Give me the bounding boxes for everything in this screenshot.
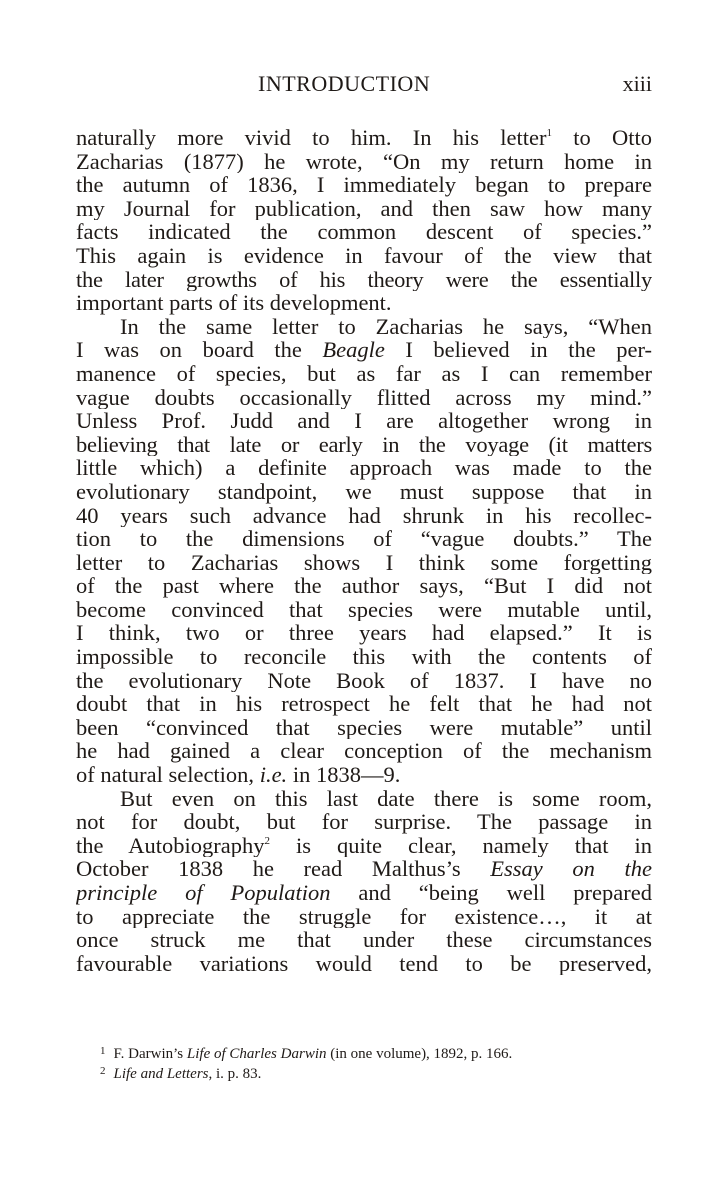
text-line: the later growths of his theory were the essentially [76,267,652,292]
footnotes [100,1041,660,1081]
chapter-title: INTRODUCTION [258,71,431,96]
text-line: of the past where the author says, “But I did not [76,574,652,598]
paragraph-start: But even on this last date there is some room, [120,786,652,811]
ship-name: Beagle [322,338,385,362]
text-line: naturally more vivid to him. In his letter$^1$ to Otto [76,126,652,150]
text-line: October 1838 he read Malthus’s Essay on the [76,857,652,881]
book-title: Essay on the [490,857,652,881]
book-title: principle of Population [76,881,331,905]
text-line: Zacharias (1877) he wrote, “On my return home in [76,149,652,174]
footnote: $^1$ F. Darwin’s Life of Charles Darwin (in one volume), 1892, p. 166. [100,1045,513,1062]
footnote-marker: 2 [100,1065,106,1077]
text-line: little which) a definite approach was made to the [76,456,652,480]
text-line: favourable variations would tend to be preserved, [76,951,652,976]
running-head [258,68,652,100]
text-line: facts indicated the common descent of species.” [76,220,652,244]
paragraph-start: In the same letter to Zacharias he says, “When [120,314,652,339]
text-line: to appreciate the struggle for existence…, it at [76,904,652,929]
text-line: my Journal for publication, and then saw how many [76,196,652,221]
text-line: 40 years such advance had shrunk in his recollec- [76,503,652,528]
text-line: This again is evidence in favour of the view that [76,243,652,268]
page-number: xiii [622,71,652,96]
text-line: he had gained a clear conception of the mechanism [76,739,652,764]
footnote: $^2$ Life and Letters, i. p. 83. [100,1065,262,1082]
text-line: of natural selection, i.e. in 1838—9. [76,763,401,787]
footnote-ref: 1 [546,127,552,139]
text-line: principle of Population and “being well prepared [76,881,652,905]
text-line: letter to Zacharias shows I think some forgetting [76,550,652,575]
text-line: Unless Prof. Judd and I are altogether wrong in [76,409,652,433]
text-line: important parts of its development. [76,291,392,315]
footnote-marker: 1 [100,1045,106,1057]
text-line: believing that late or early in the voyage (it matters [76,432,652,457]
text-line: doubt that in his retrospect he felt that he had not [76,692,652,716]
text-line: become convinced that species were mutable until, [76,597,652,622]
body-text [76,126,652,975]
text-line: I was on board the Beagle I believed in the per- [76,338,652,362]
text-line: not for doubt, but for surprise. The passage in [76,810,652,834]
text-line: evolutionary standpoint, we must suppose that in [76,479,652,504]
text-line: the evolutionary Note Book of 1837. I have no [76,668,652,693]
text-line: manence of species, but as far as I can remember [76,361,652,386]
text-line: impossible to reconcile this with the contents of [76,645,652,669]
text-line: vague doubts occasionally flitted across my mind.” [76,385,652,410]
text-line: once struck me that under these circumstances [76,928,652,952]
text-line: I think, two or three years had elapsed.” It is [76,621,652,646]
text-line: been “convinced that species were mutable” until [76,715,652,740]
text-line: tion to the dimensions of “vague doubts.” The [76,527,652,551]
text-line: the autumn of 1836, I immediately began to prepare [76,173,652,197]
text-line: the Autobiography$^2$ is quite clear, namely that in [76,833,652,858]
footnote-ref: 2 [264,834,270,847]
